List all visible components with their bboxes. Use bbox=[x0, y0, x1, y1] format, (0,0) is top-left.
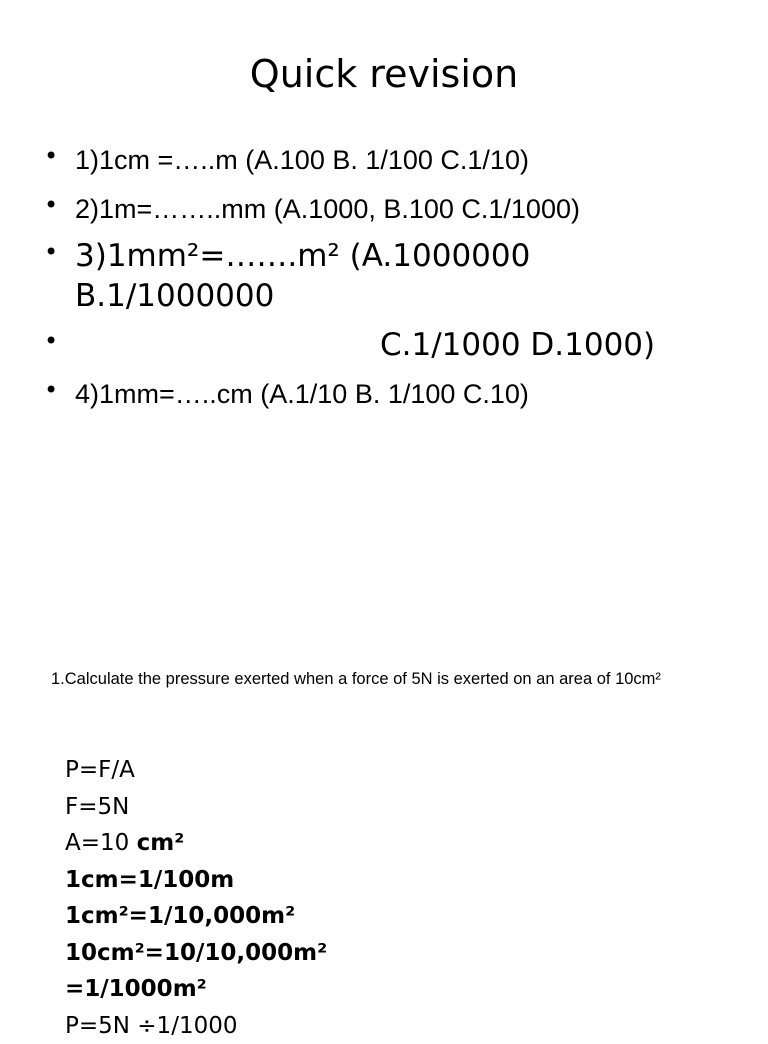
bullet-marker: • bbox=[44, 191, 58, 219]
bullet-text: 1)1cm =…..m (A.100 B. 1/100 C.1/10) bbox=[75, 143, 529, 177]
conversion-line-2: 1cm²=1/10,000m² bbox=[65, 898, 327, 935]
bullet-text: C.1/1000 D.1000) bbox=[380, 325, 655, 366]
bullet-marker: • bbox=[44, 376, 58, 404]
area-unit: cm² bbox=[137, 830, 185, 856]
conversion-line-1: 1cm=1/100m bbox=[65, 862, 327, 899]
bullet-marker: • bbox=[44, 327, 58, 355]
conversion-line-3: 10cm²=10/10,000m² bbox=[65, 935, 327, 972]
slide-title: Quick revision bbox=[0, 50, 768, 98]
conversion-line-4: =1/1000m² bbox=[65, 971, 327, 1008]
force-line: F=5N bbox=[65, 789, 327, 826]
bullet-marker: • bbox=[44, 142, 58, 170]
question-text: 1.Calculate the pressure exerted when a force of 5N is exerted on an area of 10cm² bbox=[51, 670, 661, 689]
area-line bbox=[65, 825, 327, 862]
worked-solution bbox=[65, 752, 327, 1044]
bullet-marker: • bbox=[44, 238, 58, 266]
pressure-line: P=5N ÷1/1000 bbox=[65, 1008, 327, 1044]
formula-line: P=F/A bbox=[65, 752, 327, 789]
bullet-text-line-2: B.1/1000000 bbox=[75, 276, 274, 317]
bullet-text: 2)1m=……..mm (A.1000, B.100 C.1/1000) bbox=[75, 192, 580, 226]
bullet-text: 4)1mm=…..cm (A.1/10 B. 1/100 C.10) bbox=[75, 377, 529, 411]
area-value: A=10 bbox=[65, 830, 137, 856]
bullet-text-line-1: 3)1mm²=…….m² (A.1000000 bbox=[75, 236, 530, 277]
